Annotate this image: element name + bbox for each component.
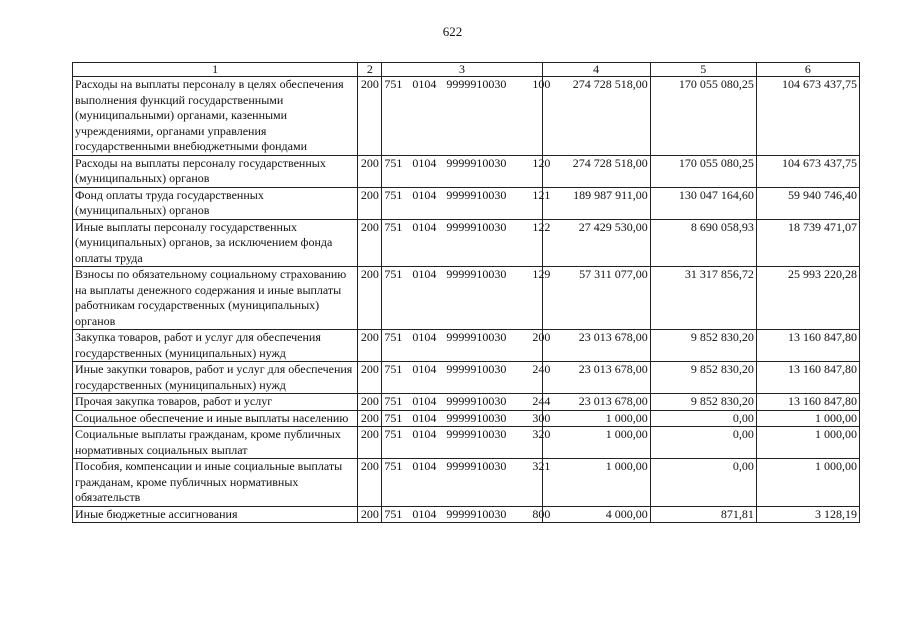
row-line-code: 200 [358, 330, 382, 362]
row-budget-code [382, 506, 551, 523]
code-target: 9999910030 [446, 427, 507, 441]
row-remaining: 1 000,00 [756, 410, 859, 427]
row-line-code: 200 [358, 362, 382, 394]
code-target: 9999910030 [446, 394, 507, 408]
row-line-code: 200 [358, 267, 382, 330]
row-remaining: 104 673 437,75 [756, 77, 859, 156]
code-section: 0104 [412, 155, 437, 170]
code-target: 9999910030 [446, 267, 507, 281]
row-approved: 27 429 530,00 [542, 219, 650, 267]
column-header: 4 [542, 63, 650, 77]
table-row [73, 427, 860, 459]
code-target: 9999910030 [446, 459, 507, 473]
code-section: 0104 [412, 394, 437, 408]
column-header: 6 [756, 63, 859, 77]
code-grbs: 751 [384, 77, 403, 91]
row-line-code: 200 [358, 427, 382, 459]
table-body [73, 77, 860, 523]
table-row [73, 187, 860, 219]
row-name: Иные закупки товаров, работ и услуг для обеспечения государственных (муниципальных) нужд [73, 362, 358, 394]
code-section: 0104 [412, 267, 437, 281]
row-line-code: 200 [358, 506, 382, 523]
row-remaining: 13 160 847,80 [756, 394, 859, 411]
row-line-code: 200 [358, 394, 382, 411]
column-header: 2 [358, 63, 382, 77]
row-line-code: 200 [358, 187, 382, 219]
code-target: 9999910030 [446, 155, 507, 170]
code-expense-type: 129 [532, 267, 551, 281]
code-section: 0104 [412, 187, 437, 202]
row-executed: 9 852 830,20 [650, 330, 756, 362]
code-expense-type: 122 [532, 219, 551, 234]
row-budget-code [382, 330, 551, 362]
code-expense-type: 321 [532, 459, 551, 473]
row-approved: 189 987 911,00 [542, 187, 650, 219]
row-name: Взносы по обязательному социальному страхованию на выплаты денежного содержания и иные выплаты работникам государственных (муниципальных) органов [73, 267, 358, 330]
code-grbs: 751 [384, 219, 403, 234]
row-name: Социальное обеспечение и иные выплаты населению [73, 410, 358, 427]
code-expense-type: 200 [532, 330, 551, 344]
code-section: 0104 [412, 330, 437, 344]
row-remaining: 59 940 746,40 [756, 187, 859, 219]
code-expense-type: 300 [532, 410, 551, 425]
row-executed: 8 690 058,93 [650, 219, 756, 267]
code-grbs: 751 [384, 362, 403, 376]
row-executed: 31 317 856,72 [650, 267, 756, 330]
row-budget-code [382, 155, 551, 187]
row-executed: 0,00 [650, 427, 756, 459]
code-expense-type: 800 [532, 506, 551, 521]
row-executed: 0,00 [650, 459, 756, 507]
table-row [73, 362, 860, 394]
row-name: Социальные выплаты гражданам, кроме публичных нормативных социальных выплат [73, 427, 358, 459]
row-approved: 1 000,00 [542, 410, 650, 427]
row-name: Пособия, компенсации и иные социальные выплаты гражданам, кроме публичных нормативных обязательств [73, 459, 358, 507]
row-approved: 57 311 077,00 [542, 267, 650, 330]
code-grbs: 751 [384, 394, 403, 408]
page-number: 622 [442, 24, 463, 39]
row-budget-code [382, 187, 551, 219]
row-executed: 0,00 [650, 410, 756, 427]
table-row [73, 506, 860, 523]
code-section: 0104 [412, 410, 437, 425]
code-target: 9999910030 [446, 506, 507, 521]
row-name: Иные бюджетные ассигнования [73, 506, 358, 523]
code-target: 9999910030 [446, 330, 507, 344]
row-remaining: 1 000,00 [756, 459, 859, 507]
code-target: 9999910030 [446, 77, 507, 91]
row-budget-code [382, 427, 551, 459]
row-budget-code [382, 459, 551, 507]
row-approved: 274 728 518,00 [542, 155, 650, 187]
budget-table [72, 62, 860, 523]
row-remaining: 13 160 847,80 [756, 362, 859, 394]
code-section: 0104 [412, 77, 437, 91]
row-budget-code [382, 362, 551, 394]
row-budget-code [382, 394, 551, 411]
code-expense-type: 100 [532, 77, 551, 91]
table-row [73, 155, 860, 187]
code-expense-type: 240 [532, 362, 551, 376]
table-row [73, 330, 860, 362]
row-approved: 274 728 518,00 [542, 77, 650, 156]
code-expense-type: 320 [532, 427, 551, 441]
row-name: Иные выплаты персоналу государственных (муниципальных) органов, за исключением фонда оплаты труда [73, 219, 358, 267]
row-line-code: 200 [358, 410, 382, 427]
row-line-code: 200 [358, 219, 382, 267]
row-approved: 23 013 678,00 [542, 362, 650, 394]
row-executed: 9 852 830,20 [650, 394, 756, 411]
row-executed: 9 852 830,20 [650, 362, 756, 394]
table-header-row [73, 63, 860, 77]
row-name: Прочая закупка товаров, работ и услуг [73, 394, 358, 411]
row-approved: 4 000,00 [542, 506, 650, 523]
row-line-code: 200 [358, 77, 382, 156]
column-header: 1 [73, 63, 358, 77]
column-header: 5 [650, 63, 756, 77]
row-budget-code [382, 410, 551, 427]
code-section: 0104 [412, 427, 437, 441]
code-grbs: 751 [384, 410, 403, 425]
table-row [73, 459, 860, 507]
row-remaining: 25 993 220,28 [756, 267, 859, 330]
code-expense-type: 244 [532, 394, 551, 408]
code-grbs: 751 [384, 330, 403, 344]
code-target: 9999910030 [446, 362, 507, 376]
row-approved: 23 013 678,00 [542, 394, 650, 411]
code-section: 0104 [412, 506, 437, 521]
table-row [73, 267, 860, 330]
code-grbs: 751 [384, 427, 403, 441]
row-budget-code [382, 267, 551, 330]
code-expense-type: 120 [532, 155, 551, 170]
code-expense-type: 121 [532, 187, 551, 202]
row-remaining: 104 673 437,75 [756, 155, 859, 187]
row-approved: 1 000,00 [542, 459, 650, 507]
row-executed: 170 055 080,25 [650, 77, 756, 156]
row-budget-code [382, 77, 551, 156]
table-row [73, 394, 860, 411]
row-approved: 1 000,00 [542, 427, 650, 459]
column-header: 3 [382, 63, 542, 77]
row-executed: 170 055 080,25 [650, 155, 756, 187]
row-remaining: 18 739 471,07 [756, 219, 859, 267]
table-row [73, 410, 860, 427]
row-name: Расходы на выплаты персоналу в целях обеспечения выполнения функций государственными (муниципальными) органами, казенными учреждениями, органами управления государственными внебюджетными фондами [73, 77, 358, 156]
code-target: 9999910030 [446, 410, 507, 425]
code-grbs: 751 [384, 459, 403, 473]
row-name: Расходы на выплаты персоналу государственных (муниципальных) органов [73, 155, 358, 187]
row-name: Закупка товаров, работ и услуг для обеспечения государственных (муниципальных) нужд [73, 330, 358, 362]
row-line-code: 200 [358, 459, 382, 507]
code-section: 0104 [412, 362, 437, 376]
code-grbs: 751 [384, 187, 403, 202]
row-executed: 871,81 [650, 506, 756, 523]
row-remaining: 13 160 847,80 [756, 330, 859, 362]
table-row [73, 77, 860, 156]
row-approved: 23 013 678,00 [542, 330, 650, 362]
code-section: 0104 [412, 459, 437, 473]
row-name: Фонд оплаты труда государственных (муниципальных) органов [73, 187, 358, 219]
table-row [73, 219, 860, 267]
row-budget-code [382, 219, 551, 267]
row-line-code: 200 [358, 155, 382, 187]
code-section: 0104 [412, 219, 437, 234]
code-grbs: 751 [384, 155, 403, 170]
row-remaining: 3 128,19 [756, 506, 859, 523]
code-grbs: 751 [384, 267, 403, 281]
code-grbs: 751 [384, 506, 403, 521]
row-executed: 130 047 164,60 [650, 187, 756, 219]
code-target: 9999910030 [446, 219, 507, 234]
row-remaining: 1 000,00 [756, 427, 859, 459]
code-target: 9999910030 [446, 187, 507, 202]
